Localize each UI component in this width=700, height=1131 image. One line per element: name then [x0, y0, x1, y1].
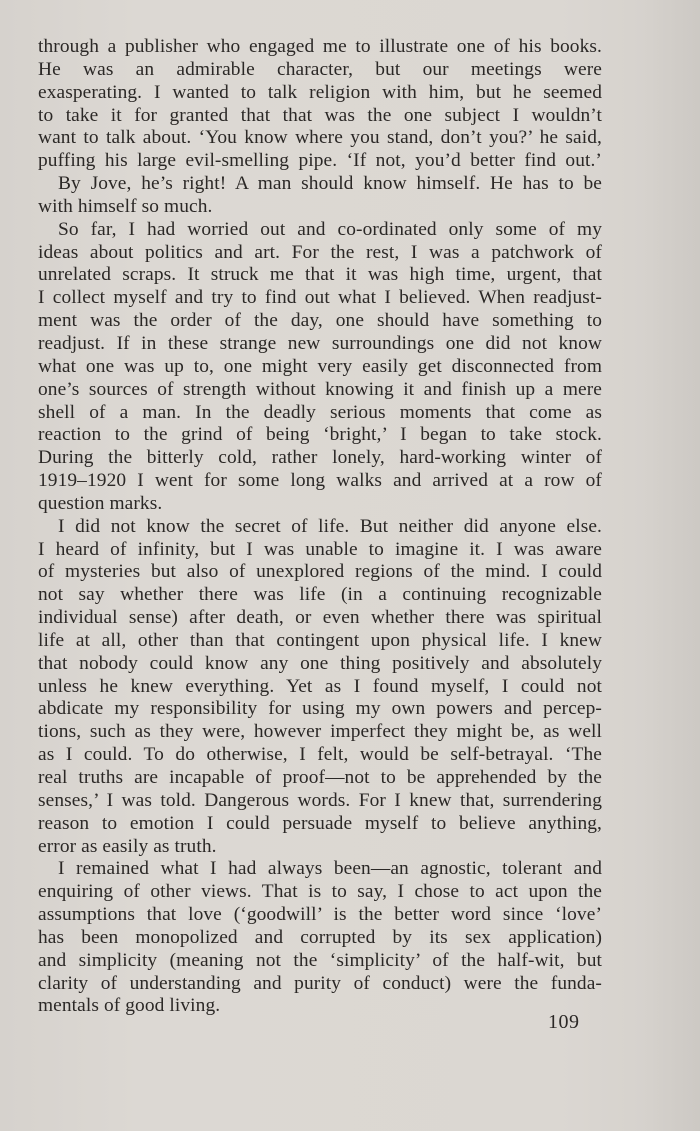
text-line: shell of a man. In the deadly serious moments that come as	[38, 401, 602, 423]
text-line: individual sense) after death, or even whether there was spiritual	[38, 607, 602, 629]
text-line: want to talk about. ‘You know where you stand, don’t you?’ he said,	[38, 127, 602, 149]
text-line: real truths are incapable of proof—not to be apprehended by the	[38, 767, 602, 788]
text-line: assumptions that love (‘goodwill’ is the better word since ‘love’	[38, 904, 602, 926]
paragraph-start-line: I remained what I had always been—an agnostic, tolerant and	[58, 858, 602, 880]
text-line: readjust. If in these strange new surroundings one did not know	[38, 332, 602, 354]
text-line: enquiring of other views. That is to say, I chose to act upon the	[38, 881, 602, 903]
text-line: of mysteries but also of unexplored regions of the mind. I could	[38, 561, 602, 583]
paragraph-start-line: So far, I had worried out and co-ordinated only some of my	[58, 218, 602, 240]
text-line: During the bitterly cold, rather lonely, hard-working winter of	[38, 447, 602, 469]
text-line: 1919–1920 I went for some long walks and arrived at a row of	[38, 470, 602, 492]
text-line: to take it for granted that that was the one subject I wouldn’t	[38, 104, 602, 126]
text-line: I collect myself and try to find out what I believed. When readjust-	[38, 287, 602, 309]
paragraph-end-line: question marks.	[38, 492, 163, 514]
text-line: I heard of infinity, but I was unable to imagine it. I was aware	[38, 538, 602, 560]
text-line: abdicate my responsibility for using my own powers and percep-	[38, 698, 602, 720]
text-line: as I could. To do otherwise, I felt, would be self-betrayal. ‘The	[38, 744, 602, 766]
body-text	[38, 36, 602, 1018]
text-line: exasperating. I wanted to talk religion with him, but he seemed	[38, 81, 602, 103]
text-line: unrelated scraps. It struck me that it was high time, urgent, that	[38, 264, 602, 286]
text-line: ideas about politics and art. For the rest, I was a patchwork of	[38, 241, 602, 263]
text-line: senses,’ I was told. Dangerous words. For I knew that, surrendering	[38, 789, 602, 811]
text-line: He was an admirable character, but our meetings were	[38, 58, 602, 80]
paragraph-start-line: By Jove, he’s right! A man should know himself. He has to be	[58, 173, 602, 195]
text-line: puffing his large evil-smelling pipe. ‘If not, you’d better find out.’	[38, 150, 602, 172]
text-line: life at all, other than that contingent upon physical life. I knew	[38, 629, 602, 651]
page-edge-shadow	[640, 0, 700, 1131]
paragraph-end-line: error as easily as truth.	[38, 835, 217, 857]
paragraph-end-line: mentals of good living.	[38, 995, 221, 1017]
text-line: what one was up to, one might very easily get disconnected from	[38, 355, 602, 377]
text-line: unless he knew everything. Yet as I found myself, I could not	[38, 675, 602, 697]
text-line: has been monopolized and corrupted by its sex application)	[38, 926, 602, 948]
text-line: ment was the order of the day, one should have something to	[38, 310, 602, 332]
text-line: reason to emotion I could persuade myself to believe anything,	[38, 812, 602, 834]
paragraph-end-line: with himself so much.	[38, 195, 213, 217]
text-line: and simplicity (meaning not the ‘simplicity’ of the half-wit, but	[38, 949, 602, 971]
text-line: tions, such as they were, however imperfect they might be, as well	[38, 721, 602, 743]
text-line: not say whether there was life (in a continuing recognizable	[38, 584, 602, 606]
text-line: that nobody could know any one thing positively and absolutely	[38, 652, 602, 674]
text-line: reaction to the grind of being ‘bright,’ I began to take stock.	[38, 424, 602, 446]
page-number: 109	[548, 1011, 580, 1033]
text-line: one’s sources of strength without knowing it and finish up a mere	[38, 378, 602, 400]
text-line: clarity of understanding and purity of conduct) were the funda-	[38, 972, 602, 994]
paragraph-start-line: I did not know the secret of life. But neither did anyone else.	[58, 515, 602, 537]
text-line: through a publisher who engaged me to illustrate one of his books.	[38, 36, 602, 57]
